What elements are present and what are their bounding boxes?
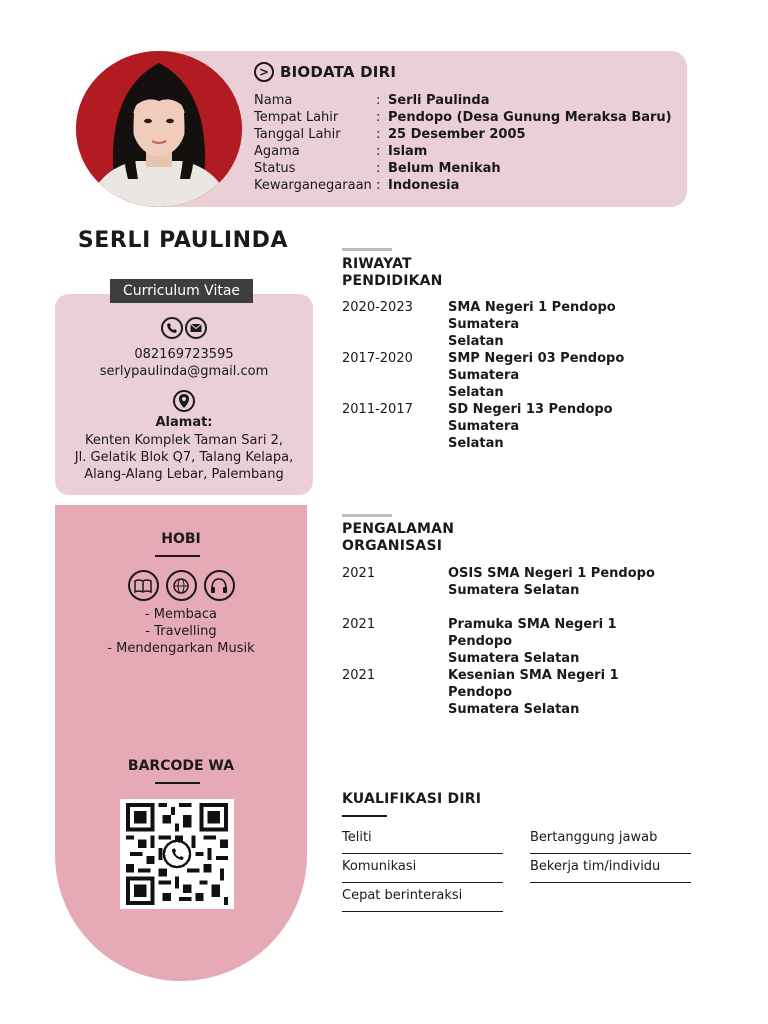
kualifikasi-line (530, 882, 691, 883)
entry-desc (448, 616, 682, 667)
mail-icon (185, 317, 207, 339)
entry-year: 2017-2020 (342, 351, 413, 366)
biodata-value: Belum Menikah (388, 161, 501, 176)
address-line: Kenten Komplek Taman Sari 2, (84, 433, 284, 448)
hobi-list (55, 606, 307, 657)
organisasi-rule (342, 514, 392, 517)
person-name: SERLI PAULINDA (77, 228, 289, 253)
biodata-colon: : (376, 93, 381, 108)
kualifikasi-line (342, 853, 503, 854)
biodata-label: Tempat Lahir (254, 110, 339, 125)
biodata-colon: : (376, 178, 381, 193)
biodata-label: Agama (254, 144, 300, 159)
hobi-item: - Mendengarkan Musik (107, 641, 255, 656)
pendidikan-title (342, 256, 443, 290)
address-text (55, 432, 313, 483)
location-pin-icon (173, 390, 195, 412)
biodata-value: 25 Desember 2005 (388, 127, 526, 142)
entry-desc (448, 401, 682, 452)
kualifikasi-item: Teliti (342, 830, 372, 845)
hobi-icons (55, 570, 307, 601)
kualifikasi-line (342, 882, 503, 883)
qr-code-image[interactable] (120, 799, 234, 909)
biodata-row-status (254, 160, 672, 177)
entry-desc-line: SD Negeri 13 Pendopo Sumatera (448, 402, 613, 434)
entry-year: 2021 (342, 566, 376, 581)
biodata-value: Pendopo (Desa Gunung Meraksa Baru) (388, 110, 672, 125)
book-icon (128, 570, 159, 601)
biodata-row-agama (254, 143, 672, 160)
whatsapp-icon (164, 841, 190, 867)
barcode-title: BARCODE WA (127, 758, 235, 774)
entry-desc-line: Selatan (448, 334, 504, 349)
biodata-value: Indonesia (388, 178, 460, 193)
organisasi-entry (342, 565, 682, 599)
biodata-colon: : (376, 161, 381, 176)
phone-icon (161, 317, 183, 339)
entry-desc-line: OSIS SMA Negeri 1 Pendopo (448, 566, 655, 581)
kualifikasi-line (530, 853, 691, 854)
pendidikan-entry (342, 350, 682, 401)
biodata-row-tempat-lahir (254, 109, 672, 126)
organisasi-entry (342, 667, 682, 718)
address-line: Alang-Alang Lebar, Palembang (84, 467, 284, 482)
biodata-colon: : (376, 110, 381, 125)
biodata-list (254, 92, 672, 194)
entry-desc-line: Selatan (448, 436, 504, 451)
kualifikasi-item: Bertanggung jawab (530, 830, 658, 845)
pendidikan-entry (342, 299, 682, 350)
pendidikan-entry (342, 401, 682, 452)
biodata-label: Status (254, 161, 296, 176)
entry-year: 2021 (342, 668, 376, 683)
pendidikan-title-line: RIWAYAT (342, 256, 412, 272)
entry-desc (448, 667, 682, 718)
entry-desc-line: Sumatera Selatan (448, 651, 580, 666)
entry-desc-line: Selatan (448, 385, 504, 400)
biodata-row-tanggal-lahir (254, 126, 672, 143)
biodata-row-kewarganegaraan (254, 177, 672, 194)
pendidikan-rule (342, 248, 392, 251)
hobi-item: - Membaca (144, 607, 218, 622)
barcode-underline (155, 782, 200, 784)
hobi-title: HOBI (161, 531, 201, 547)
kualifikasi-item: Cepat berinteraksi (342, 888, 463, 903)
entry-desc-line: SMA Negeri 1 Pendopo Sumatera (448, 300, 616, 332)
organisasi-title-line: PENGALAMAN (342, 521, 455, 537)
biodata-value: Serli Paulinda (388, 93, 490, 108)
entry-desc (448, 299, 682, 350)
entry-desc (448, 565, 682, 599)
biodata-colon: : (376, 144, 381, 159)
entry-year: 2021 (342, 617, 376, 632)
phone-number: 082169723595 (134, 347, 234, 362)
biodata-title (254, 62, 396, 82)
entry-desc-line: Sumatera Selatan (448, 702, 580, 717)
kualifikasi-line (342, 911, 503, 912)
headphones-icon (204, 570, 235, 601)
arrow-right-circle-icon: > (254, 62, 274, 82)
kualifikasi-underline (342, 815, 387, 817)
organisasi-title-line: ORGANISASI (342, 538, 443, 554)
pendidikan-title-line: PENDIDIKAN (342, 273, 443, 289)
biodata-colon: : (376, 127, 381, 142)
hobi-underline (155, 555, 200, 557)
biodata-value: Islam (388, 144, 428, 159)
contact-icons (55, 317, 313, 339)
travel-globe-icon (166, 570, 197, 601)
location-pin-wrap (55, 390, 313, 412)
address-line: Jl. Gelatik Blok Q7, Talang Kelapa, (74, 450, 294, 465)
biodata-row-nama (254, 92, 672, 109)
cv-label: Curriculum Vitae (110, 279, 253, 303)
biodata-label: Nama (254, 93, 293, 108)
entry-desc-line: Kesenian SMA Negeri 1 Pendopo (448, 668, 619, 700)
entry-year: 2011-2017 (342, 402, 413, 417)
entry-year: 2020-2023 (342, 300, 413, 315)
entry-desc-line: SMP Negeri 03 Pendopo Sumatera (448, 351, 625, 383)
organisasi-title (342, 521, 454, 555)
email-address: serlypaulinda@gmail.com (99, 364, 269, 379)
entry-desc-line: Pramuka SMA Negeri 1 Pendopo (448, 617, 617, 649)
kualifikasi-title: KUALIFIKASI DIRI (342, 791, 482, 807)
biodata-label: Tanggal Lahir (254, 127, 341, 142)
biodata-label: Kewarganegaraan (254, 178, 372, 193)
address-title: Alamat: (155, 415, 213, 430)
kualifikasi-item: Bekerja tim/individu (530, 859, 661, 874)
entry-desc (448, 350, 682, 401)
profile-photo (76, 51, 242, 207)
organisasi-entry (342, 616, 682, 667)
hobi-item: - Travelling (145, 624, 217, 639)
kualifikasi-item: Komunikasi (342, 859, 417, 874)
entry-desc-line: Sumatera Selatan (448, 583, 580, 598)
biodata-title-text: BIODATA DIRI (280, 63, 397, 81)
